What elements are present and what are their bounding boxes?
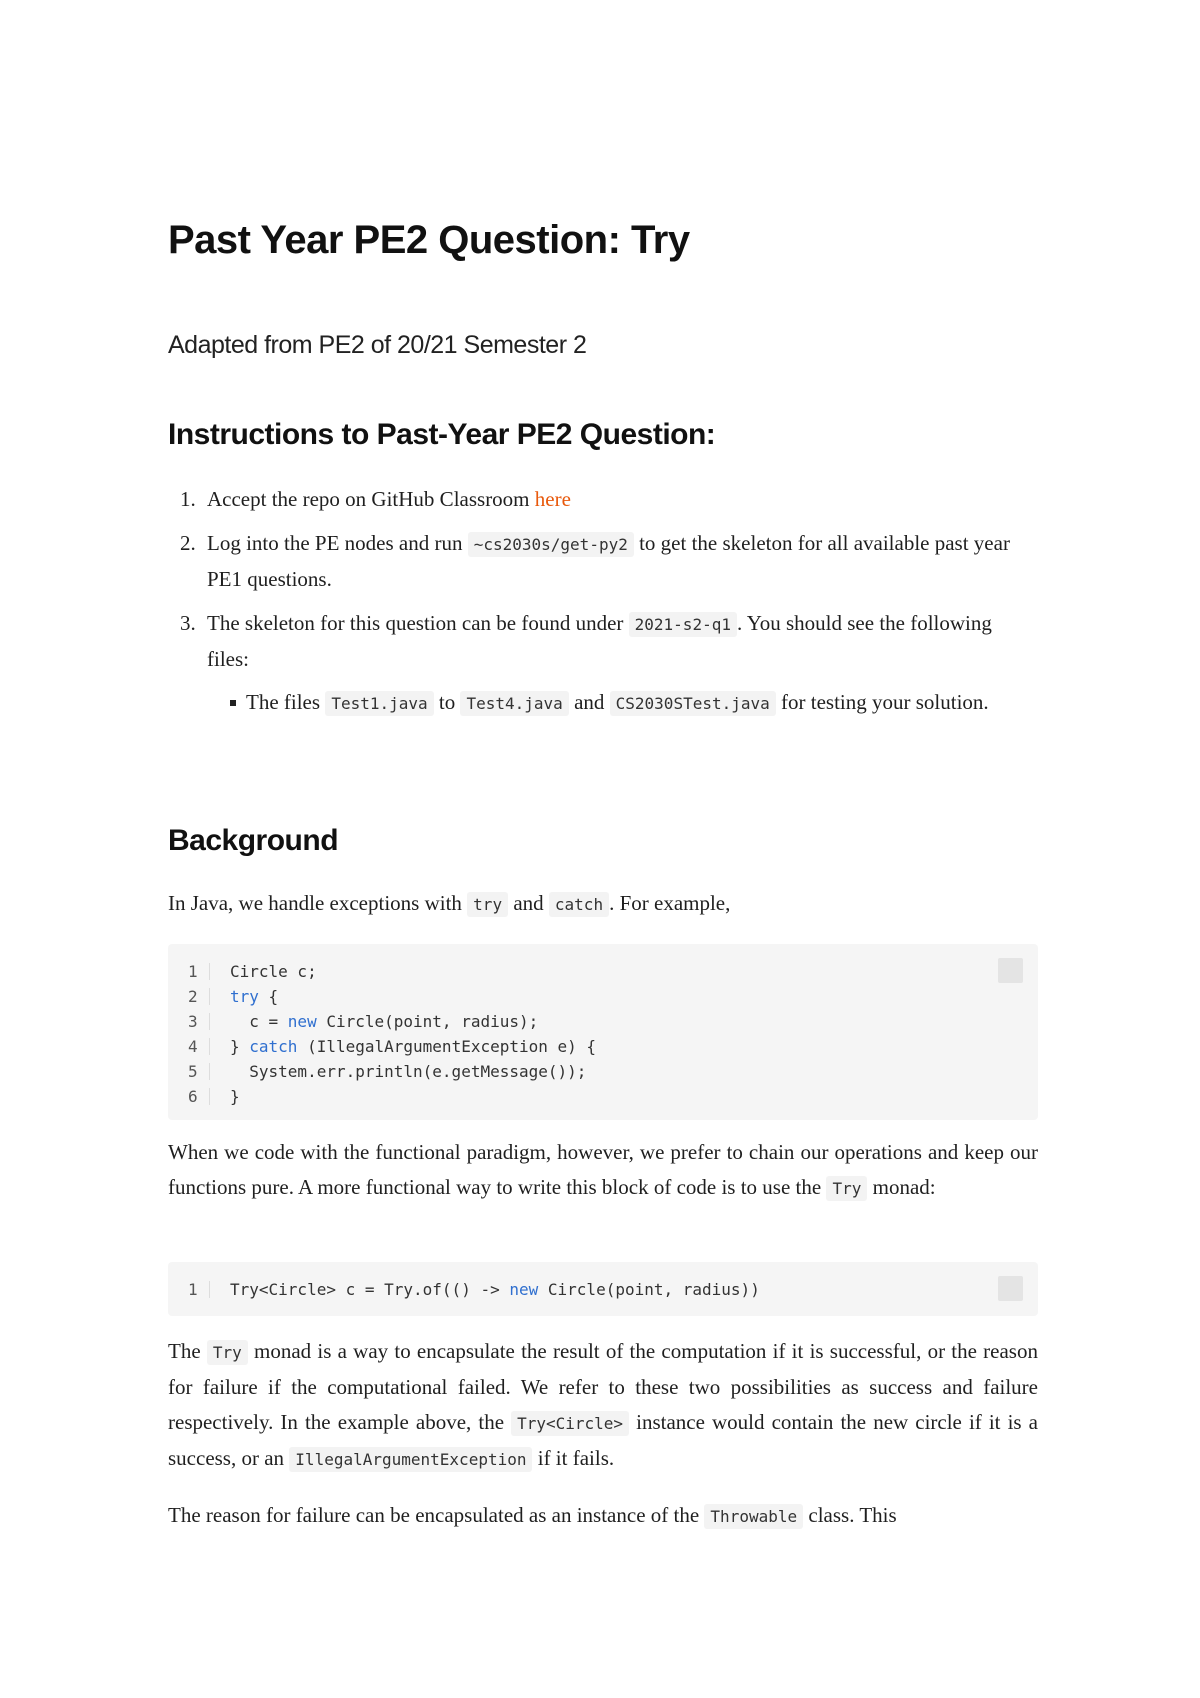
code-text: System.err.println(e.getMessage()); — [230, 1062, 587, 1081]
code-text — [230, 984, 278, 1009]
line-number: 2 — [188, 984, 210, 1009]
paragraph-text: if it fails. — [532, 1446, 615, 1470]
code-fragment: c = — [230, 1012, 288, 1031]
keyword: new — [287, 1012, 317, 1031]
instructions-list — [168, 482, 1038, 730]
inline-code: Try — [207, 1340, 248, 1365]
line-number: 1 — [188, 959, 210, 984]
inline-code: Test1.java — [325, 691, 433, 716]
inline-code: Try — [826, 1176, 867, 1201]
code-text: Circle c; — [230, 962, 317, 981]
instructions-heading: Instructions to Past-Year PE2 Question: — [168, 418, 716, 451]
keyword: new — [509, 1280, 539, 1299]
line-number: 3 — [188, 1009, 210, 1034]
paragraph — [168, 1135, 1038, 1206]
paragraph — [168, 886, 1038, 922]
list-text: to get the skeleton for all available past year PE1 questions. — [207, 531, 1010, 591]
list-item — [168, 526, 1038, 597]
list-text: The files — [246, 690, 326, 714]
keyword: try — [230, 987, 259, 1006]
paragraph-text: The — [168, 1339, 207, 1363]
paragraph-text: . For example, — [609, 891, 731, 915]
copy-code-button[interactable] — [998, 1276, 1023, 1301]
code-text: } — [230, 1087, 240, 1106]
paragraph — [168, 1498, 1038, 1534]
code-text — [230, 1277, 760, 1302]
line-number: 6 — [188, 1084, 210, 1109]
paragraph — [168, 1334, 1038, 1477]
list-text: Log into the PE nodes and run — [207, 531, 468, 555]
list-number: 1. — [180, 487, 196, 511]
background-heading: Background — [168, 824, 339, 857]
inline-code: Throwable — [704, 1504, 803, 1529]
list-item — [168, 482, 1038, 517]
paragraph-text: instance would contain the new circle if it is a success, or an — [168, 1410, 1038, 1470]
code-text — [230, 1034, 596, 1059]
paragraph-text: class. This — [803, 1503, 897, 1527]
list-number: 3. — [180, 611, 196, 635]
classroom-link[interactable]: here — [534, 487, 571, 511]
paragraph-text: In Java, we handle exceptions with — [168, 891, 468, 915]
copy-code-button[interactable] — [998, 958, 1023, 983]
paragraph-text: monad: — [867, 1175, 936, 1199]
inline-code: catch — [549, 892, 609, 917]
line-number: 1 — [188, 1277, 210, 1302]
list-text: to — [433, 690, 461, 714]
list-item — [168, 606, 1038, 721]
keyword: catch — [249, 1037, 298, 1056]
line-number: 5 — [188, 1059, 210, 1084]
bullet-icon — [230, 700, 236, 706]
code-fragment: } — [230, 1037, 250, 1056]
list-number: 2. — [180, 531, 196, 555]
inline-code: IllegalArgumentException — [289, 1447, 532, 1472]
list-text: The skeleton for this question can be found under — [207, 611, 629, 635]
list-text: for testing your solution. — [775, 690, 989, 714]
code-fragment: Try<Circle> c = Try.of(() -> — [230, 1280, 510, 1299]
code-block — [168, 944, 1038, 1120]
paragraph-text: and — [508, 891, 549, 915]
code-text — [230, 1009, 538, 1034]
inline-code: ~cs2030s/get-py2 — [468, 532, 634, 557]
code-fragment: { — [258, 987, 279, 1006]
list-text: . You should see the following files: — [207, 611, 992, 671]
sub-list-item — [207, 685, 1038, 721]
code-fragment: Circle(point, radius)) — [538, 1280, 760, 1299]
paragraph-text: The reason for failure can be encapsulated as an instance of the — [168, 1503, 705, 1527]
code-fragment: (IllegalArgumentException e) { — [297, 1037, 597, 1056]
paragraph-text: monad is a way to encapsulate the result of the computation if it is successful, or the reason for failure if the computational failed. We refer to these two possibilities as success and failure respectively. In the example above, the — [168, 1339, 1038, 1434]
list-text: Accept the repo on GitHub Classroom — [207, 487, 535, 511]
inline-code: Try<Circle> — [511, 1411, 629, 1436]
inline-code: try — [467, 892, 508, 917]
code-block — [168, 1262, 1038, 1316]
paragraph-text: When we code with the functional paradigm, however, we prefer to chain our operations and keep our functions pure. A more functional way to write this block of code is to use the — [168, 1140, 1038, 1199]
page-title: Past Year PE2 Question: Try — [168, 218, 690, 262]
inline-code: CS2030STest.java — [610, 691, 776, 716]
inline-code: 2021-s2-q1 — [629, 612, 737, 637]
list-text: and — [568, 690, 610, 714]
code-fragment: Circle(point, radius); — [316, 1012, 539, 1031]
line-number: 4 — [188, 1034, 210, 1059]
page-subtitle: Adapted from PE2 of 20/21 Semester 2 — [168, 331, 587, 359]
inline-code: Test4.java — [460, 691, 568, 716]
